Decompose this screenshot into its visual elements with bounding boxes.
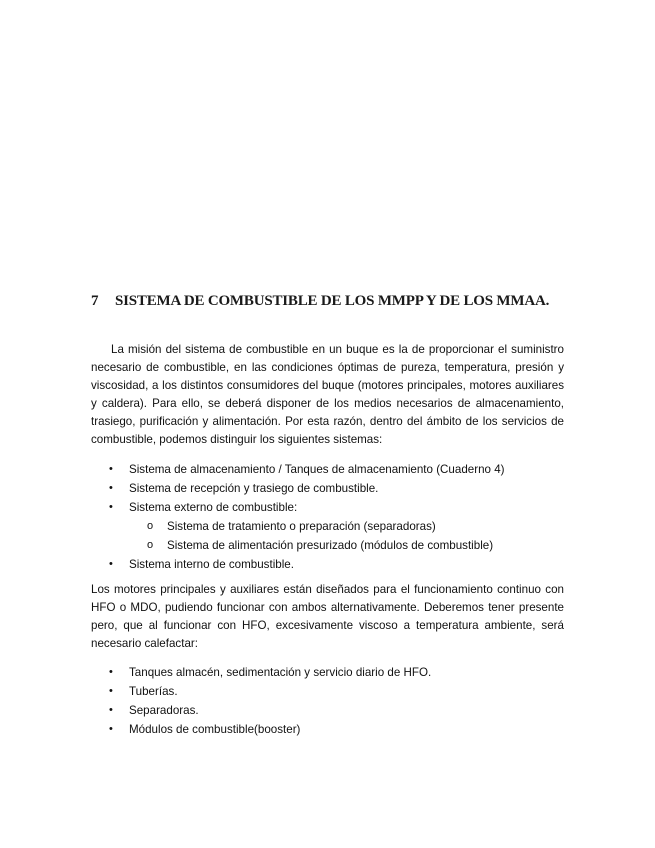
list-item: • Sistema externo de combustible: o Sistema de tratamiento o preparación (separadoras) o Sistema de alimentación presurizado (módulos de combustible)	[91, 498, 564, 555]
intro-paragraph: La misión del sistema de combustible en un buque es la de proporcionar el suministro necesario de combustible, en las condiciones óptimas de pureza, temperatura, presión y viscosidad, a los distintos consumidores del buque (motores principales, motores auxiliares y caldera). Para ello, se deberá disponer de los medios necesarios de almacenamiento, trasiego, purificación y alimentación. Por esta razón, dentro del ámbito de los servicios de combustible, podemos distinguir los siguientes sistemas:	[91, 343, 564, 446]
list-item: • Sistema de recepción y trasiego de combustible.	[91, 479, 564, 498]
list-item: • Sistema interno de combustible.	[91, 555, 564, 574]
circle-bullet-icon: o	[147, 539, 154, 551]
bullet-icon: •	[109, 723, 113, 735]
list-item: • Sistema de almacenamiento / Tanques de almacenamiento (Cuaderno 4)	[91, 460, 564, 479]
bullet-icon: •	[109, 704, 113, 716]
sub-list	[129, 517, 564, 555]
heating-list	[91, 663, 564, 739]
sub-list-item: o Sistema de alimentación presurizado (módulos de combustible)	[129, 536, 564, 555]
hfo-paragraph: Los motores principales y auxiliares están diseñados para el funcionamiento continuo con HFO o MDO, pudiendo funcionar con ambos alternativamente. Deberemos tener presente pero, que al funcionar con HFO, excesivamente viscoso a temperatura ambiente, será necesario calefactar:	[91, 583, 564, 650]
bullet-icon: •	[109, 666, 113, 678]
bullet-icon: •	[109, 558, 113, 570]
section-title: SISTEMA DE COMBUSTIBLE DE LOS MMPP Y DE LOS MMAA.	[115, 293, 550, 309]
list-item: • Separadoras.	[91, 701, 564, 720]
bullet-icon: •	[109, 463, 113, 475]
circle-bullet-icon: o	[147, 520, 154, 532]
list-item: • Tanques almacén, sedimentación y servicio diario de HFO.	[91, 663, 564, 682]
section-number: 7	[91, 293, 99, 309]
bullet-icon: •	[109, 685, 113, 697]
list-item: • Tuberías.	[91, 682, 564, 701]
list-item: • Módulos de combustible(booster)	[91, 720, 564, 739]
section-heading	[91, 293, 571, 310]
systems-list	[91, 460, 564, 574]
bullet-icon: •	[109, 482, 113, 494]
sub-list-item: o Sistema de tratamiento o preparación (separadoras)	[129, 517, 564, 536]
bullet-icon: •	[109, 501, 113, 513]
